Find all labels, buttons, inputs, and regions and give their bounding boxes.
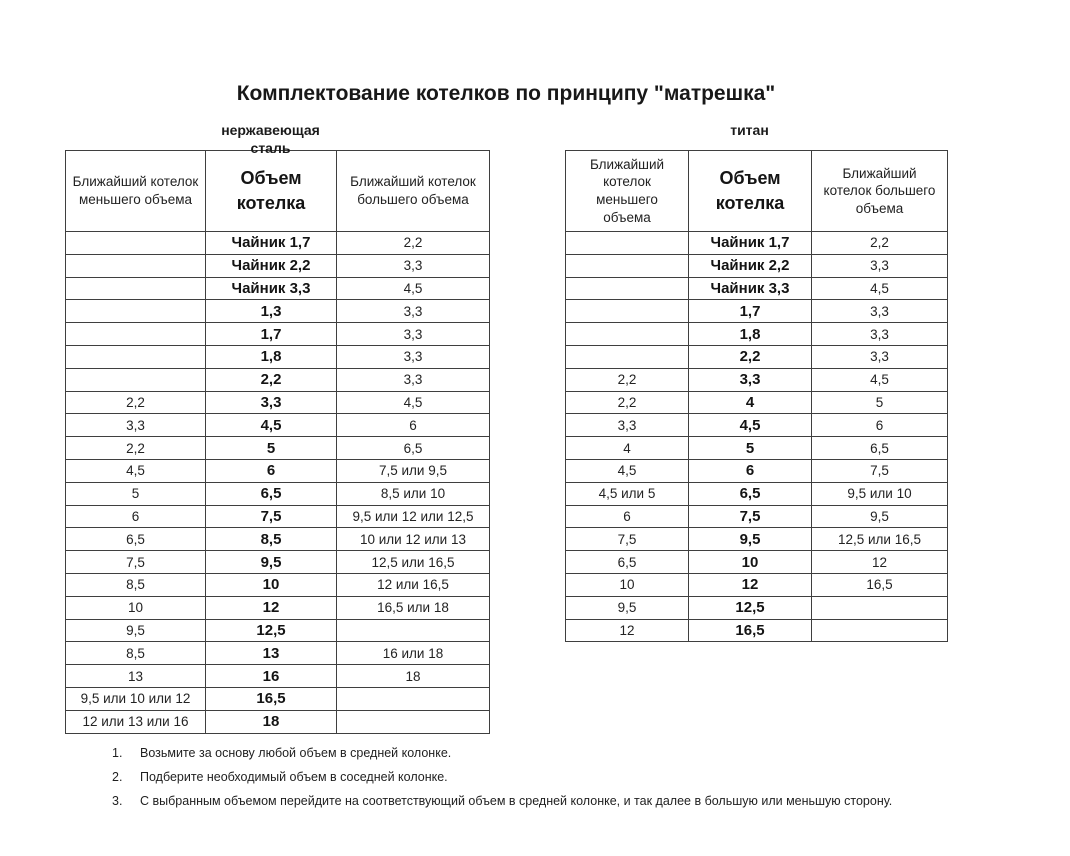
table-row bbox=[66, 300, 490, 323]
table-cell: 4,5 bbox=[66, 459, 206, 482]
table-row bbox=[66, 573, 490, 596]
table-cell: 3,3 bbox=[337, 323, 490, 346]
header-row bbox=[566, 151, 948, 232]
footnotes bbox=[65, 746, 947, 808]
table-row bbox=[566, 232, 948, 255]
table-row bbox=[66, 505, 490, 528]
table-row bbox=[66, 232, 490, 255]
table-row bbox=[66, 665, 490, 688]
table-cell: 9,5 или 12 или 12,5 bbox=[337, 505, 490, 528]
table-cell: 12,5 bbox=[689, 596, 812, 619]
table-row bbox=[566, 391, 948, 414]
table-cell: 4,5 bbox=[812, 277, 948, 300]
footnote-item bbox=[112, 746, 947, 760]
table-cell: 3,3 bbox=[812, 300, 948, 323]
table-cell: 5 bbox=[689, 437, 812, 460]
table-cell: 10 bbox=[566, 573, 689, 596]
table-row bbox=[566, 596, 948, 619]
table-row bbox=[66, 482, 490, 505]
table-cell: 10 bbox=[206, 573, 337, 596]
titanium-table-block bbox=[565, 121, 947, 642]
table-cell: 3,3 bbox=[812, 323, 948, 346]
table-cell: 10 bbox=[66, 596, 206, 619]
footnote-text: Возьмите за основу любой объем в средней колонке. bbox=[140, 745, 452, 760]
table-cell bbox=[566, 300, 689, 323]
table-cell: 16,5 bbox=[689, 619, 812, 642]
header-cell: Ближайший котелок меньшего объема bbox=[66, 151, 206, 232]
table-cell: 1,3 bbox=[206, 300, 337, 323]
table-row bbox=[566, 414, 948, 437]
table-cell: 9,5 или 10 bbox=[812, 482, 948, 505]
table-cell: 2,2 bbox=[566, 391, 689, 414]
table-cell: 1,7 bbox=[206, 323, 337, 346]
table-cell: 2,2 bbox=[66, 391, 206, 414]
steel-table bbox=[65, 150, 490, 734]
table-cell: 9,5 или 10 или 12 bbox=[66, 687, 206, 710]
steel-table-block bbox=[65, 121, 489, 734]
table-cell: 13 bbox=[206, 642, 337, 665]
table-cell bbox=[812, 596, 948, 619]
table-cell: 9,5 bbox=[566, 596, 689, 619]
table-cell: Чайник 2,2 bbox=[689, 254, 812, 277]
footnote-number: 2. bbox=[112, 769, 123, 784]
header-cell: Ближайший котелок большего объема bbox=[337, 151, 490, 232]
footnote-number: 3. bbox=[112, 793, 123, 808]
table-cell: 3,3 bbox=[206, 391, 337, 414]
table-cell: 5 bbox=[812, 391, 948, 414]
table-cell: 16,5 bbox=[812, 573, 948, 596]
table-row bbox=[66, 459, 490, 482]
table-cell: Чайник 3,3 bbox=[206, 277, 337, 300]
header-cell: Ближайший котелок меньшего объема bbox=[566, 151, 689, 232]
table-cell: 1,8 bbox=[689, 323, 812, 346]
table-cell: 6,5 bbox=[812, 437, 948, 460]
table-cell: 4,5 bbox=[689, 414, 812, 437]
steel-table-caption: нержавеющая сталь bbox=[221, 122, 320, 156]
table-cell bbox=[812, 619, 948, 642]
table-cell: 3,3 bbox=[812, 254, 948, 277]
tables-row bbox=[65, 121, 947, 734]
table-row bbox=[66, 551, 490, 574]
table-cell: 3,3 bbox=[337, 300, 490, 323]
table-cell: 2,2 bbox=[689, 345, 812, 368]
table-row bbox=[566, 505, 948, 528]
table-cell: 6,5 bbox=[337, 437, 490, 460]
table-row bbox=[566, 254, 948, 277]
table-row bbox=[66, 414, 490, 437]
table-cell: 9,5 bbox=[206, 551, 337, 574]
table-cell bbox=[337, 710, 490, 733]
table-cell: Чайник 1,7 bbox=[689, 232, 812, 255]
table-cell: 6,5 bbox=[689, 482, 812, 505]
table-row bbox=[566, 551, 948, 574]
table-cell: 8,5 bbox=[206, 528, 337, 551]
footnote-number: 1. bbox=[112, 745, 123, 760]
table-cell: 6 bbox=[206, 459, 337, 482]
table-row bbox=[566, 277, 948, 300]
table-cell: 12,5 bbox=[206, 619, 337, 642]
table-row bbox=[66, 345, 490, 368]
table-cell: 5 bbox=[66, 482, 206, 505]
table-row bbox=[66, 391, 490, 414]
footnote-text: С выбранным объемом перейдите на соответствующий объем в средней колонке, и так далее в большую или меньшую сторону. bbox=[140, 793, 893, 808]
table-cell bbox=[566, 277, 689, 300]
table-cell: 12 bbox=[566, 619, 689, 642]
table-cell: 2,2 bbox=[66, 437, 206, 460]
table-row bbox=[66, 687, 490, 710]
table-cell: 1,8 bbox=[206, 345, 337, 368]
table-row bbox=[566, 573, 948, 596]
table-cell bbox=[66, 323, 206, 346]
table-row bbox=[66, 596, 490, 619]
table-cell: 7,5 bbox=[689, 505, 812, 528]
table-cell: 4,5 bbox=[206, 414, 337, 437]
table-row bbox=[66, 619, 490, 642]
table-cell: 6,5 bbox=[566, 551, 689, 574]
table-cell: 2,2 bbox=[566, 368, 689, 391]
table-cell: 12 или 13 или 16 bbox=[66, 710, 206, 733]
table-cell: 9,5 bbox=[689, 528, 812, 551]
table-cell: 8,5 или 10 bbox=[337, 482, 490, 505]
table-cell: 4 bbox=[689, 391, 812, 414]
table-row bbox=[566, 459, 948, 482]
table-cell: Чайник 2,2 bbox=[206, 254, 337, 277]
table-row bbox=[566, 323, 948, 346]
table-row bbox=[66, 528, 490, 551]
table-cell: 3,3 bbox=[689, 368, 812, 391]
table-cell bbox=[66, 254, 206, 277]
table-row bbox=[66, 368, 490, 391]
table-cell: 4,5 bbox=[812, 368, 948, 391]
table-cell bbox=[66, 232, 206, 255]
table-cell: 18 bbox=[337, 665, 490, 688]
footnote-item bbox=[112, 770, 947, 784]
table-cell: 6,5 bbox=[206, 482, 337, 505]
header-cell: Объем котелка bbox=[206, 151, 337, 232]
table-cell: 9,5 bbox=[66, 619, 206, 642]
table-cell: 10 или 12 или 13 bbox=[337, 528, 490, 551]
table-cell bbox=[66, 300, 206, 323]
table-cell bbox=[66, 345, 206, 368]
table-row bbox=[66, 323, 490, 346]
table-cell: 4,5 bbox=[337, 391, 490, 414]
table-cell: 2,2 bbox=[812, 232, 948, 255]
table-row bbox=[66, 277, 490, 300]
table-cell: 6,5 bbox=[66, 528, 206, 551]
table-cell: 4,5 или 5 bbox=[566, 482, 689, 505]
titanium-table-caption: титан bbox=[730, 122, 769, 138]
table-cell: 2,2 bbox=[206, 368, 337, 391]
table-cell: 16,5 bbox=[206, 687, 337, 710]
table-cell: 6 bbox=[66, 505, 206, 528]
table-cell bbox=[66, 368, 206, 391]
table-cell: 18 bbox=[206, 710, 337, 733]
table-cell: 9,5 bbox=[812, 505, 948, 528]
table-cell: 7,5 bbox=[812, 459, 948, 482]
header-cell: Объем котелка bbox=[689, 151, 812, 232]
table-cell: 6 bbox=[566, 505, 689, 528]
table-cell: 4,5 bbox=[337, 277, 490, 300]
table-cell: 7,5 bbox=[566, 528, 689, 551]
table-row bbox=[566, 528, 948, 551]
footnote-item bbox=[112, 794, 947, 808]
table-cell: 7,5 bbox=[66, 551, 206, 574]
table-cell: 3,3 bbox=[337, 345, 490, 368]
table-row bbox=[66, 710, 490, 733]
table-row bbox=[566, 300, 948, 323]
table-row bbox=[566, 482, 948, 505]
table-cell: 6 bbox=[337, 414, 490, 437]
table-cell bbox=[566, 345, 689, 368]
table-cell: 16 bbox=[206, 665, 337, 688]
table-cell: 10 bbox=[689, 551, 812, 574]
table-row bbox=[566, 437, 948, 460]
table-row bbox=[566, 368, 948, 391]
table-cell bbox=[566, 254, 689, 277]
titanium-table bbox=[565, 150, 948, 642]
table-cell: 3,3 bbox=[337, 368, 490, 391]
table-cell bbox=[337, 687, 490, 710]
header-row bbox=[66, 151, 490, 232]
steel-table-body bbox=[66, 232, 490, 734]
table-cell: 3,3 bbox=[337, 254, 490, 277]
page-title: Комплектование котелков по принципу "матрешка" bbox=[236, 82, 776, 105]
table-cell: 4 bbox=[566, 437, 689, 460]
table-row bbox=[566, 345, 948, 368]
table-cell: 5 bbox=[206, 437, 337, 460]
table-cell: 2,2 bbox=[337, 232, 490, 255]
table-cell: 12,5 или 16,5 bbox=[812, 528, 948, 551]
table-cell: 13 bbox=[66, 665, 206, 688]
table-cell: 12 bbox=[689, 573, 812, 596]
table-cell: 12 bbox=[206, 596, 337, 619]
table-cell: 3,3 bbox=[566, 414, 689, 437]
table-cell: 4,5 bbox=[566, 459, 689, 482]
table-cell bbox=[566, 323, 689, 346]
table-cell: 7,5 bbox=[206, 505, 337, 528]
titanium-table-body bbox=[566, 232, 948, 642]
footnote-text: Подберите необходимый объем в соседней колонке. bbox=[140, 769, 448, 784]
document-page bbox=[65, 0, 947, 818]
header-cell: Ближайший котелок большего объема bbox=[812, 151, 948, 232]
table-row bbox=[66, 254, 490, 277]
table-cell: 16,5 или 18 bbox=[337, 596, 490, 619]
table-cell: 3,3 bbox=[66, 414, 206, 437]
table-cell: Чайник 3,3 bbox=[689, 277, 812, 300]
table-cell: 8,5 bbox=[66, 642, 206, 665]
table-cell bbox=[337, 619, 490, 642]
table-cell: 8,5 bbox=[66, 573, 206, 596]
titanium-table-head bbox=[566, 151, 948, 232]
table-cell: 7,5 или 9,5 bbox=[337, 459, 490, 482]
table-cell: 6 bbox=[812, 414, 948, 437]
table-cell: 1,7 bbox=[689, 300, 812, 323]
table-cell: Чайник 1,7 bbox=[206, 232, 337, 255]
table-cell: 3,3 bbox=[812, 345, 948, 368]
table-cell bbox=[66, 277, 206, 300]
table-cell bbox=[566, 232, 689, 255]
steel-table-head bbox=[66, 151, 490, 232]
table-cell: 12 bbox=[812, 551, 948, 574]
table-cell: 16 или 18 bbox=[337, 642, 490, 665]
table-row bbox=[566, 619, 948, 642]
table-cell: 6 bbox=[689, 459, 812, 482]
table-cell: 12,5 или 16,5 bbox=[337, 551, 490, 574]
table-cell: 12 или 16,5 bbox=[337, 573, 490, 596]
table-row bbox=[66, 642, 490, 665]
table-row bbox=[66, 437, 490, 460]
